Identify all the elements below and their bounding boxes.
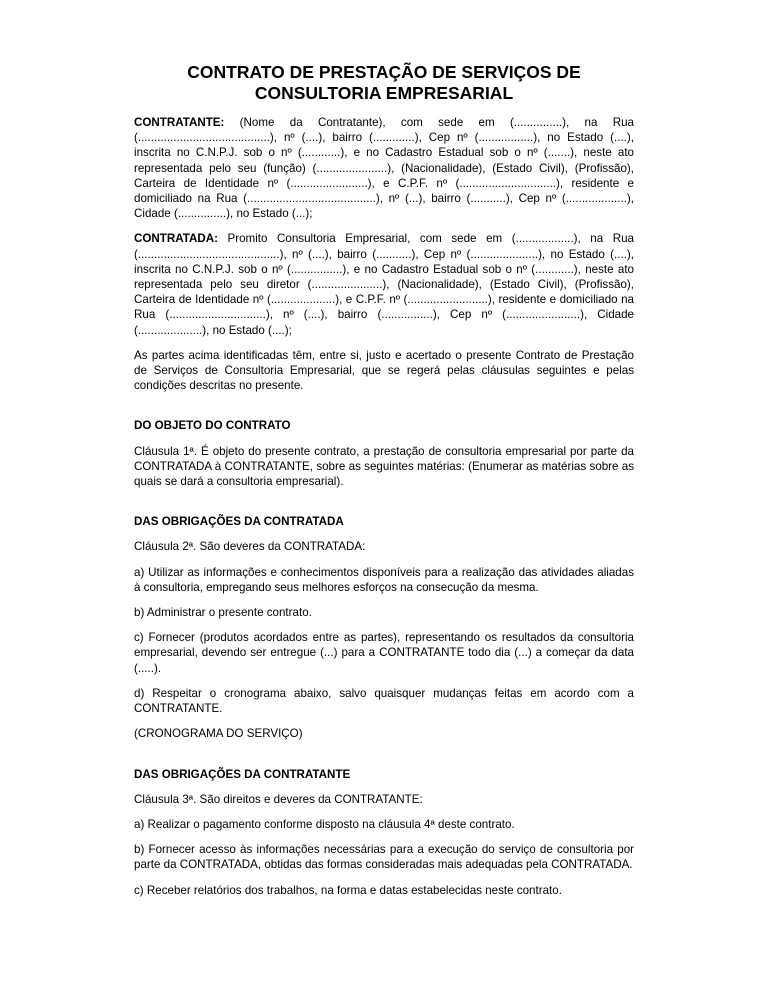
clause-3: Cláusula 3ª. São direitos e deveres da CONTRATANTE: bbox=[134, 792, 423, 806]
section-heading-contratante: DAS OBRIGAÇÕES DA CONTRATANTE bbox=[134, 767, 351, 781]
cronograma-placeholder: (CRONOGRAMA DO SERVIÇO) bbox=[134, 727, 303, 741]
clause-3-item-c: c) Receber relatórios dos trabalhos, na forma e datas estabelecidas neste contrato. bbox=[134, 883, 562, 897]
contratada-label: CONTRATADA: bbox=[134, 232, 218, 246]
section-heading-objeto: DO OBJETO DO CONTRATO bbox=[134, 419, 291, 433]
clause-2: Cláusula 2ª. São deveres da CONTRATADA: bbox=[134, 540, 366, 554]
clause-3-item-b: b) Fornecer acesso às informações necessárias para a execução do serviço de consultoria por parte da CONTRATADA, obtidas das formas consideradas mais adequadas pela CONTRATADA. bbox=[134, 843, 634, 872]
section-heading-contratada: DAS OBRIGAÇÕES DA CONTRATADA bbox=[134, 515, 344, 529]
clause-3-item-a: a) Realizar o pagamento conforme disposto na cláusula 4ª deste contrato. bbox=[134, 817, 515, 831]
contratante-text: (Nome da Contratante), com sede em (...............), na Rua (.........................................), nº (....), bairro (.............), Cep nº (.................), no Estado (....), inscrita no C.N.P.J. sob o nº (............), e no Cadastro Estadual sob o nº (.......), neste ato representada pelo seu (função) (......................), (Nacionalidade), (Estado Civil), (Profissão), Carteira de Identidade nº (........................), e C.P.F. nº (..............................), residente e domiciliado na Rua (........................................), nº (...), bairro (...........), Cep nº (...................), Cidade (...............), no Estado (...); bbox=[134, 116, 634, 221]
document-title bbox=[134, 62, 634, 104]
title-line-1: CONTRATO DE PRESTAÇÃO DE SERVIÇOS DE bbox=[187, 62, 581, 82]
contratante-label: CONTRATANTE: bbox=[134, 116, 225, 129]
clause-2-item-c: c) Fornecer (produtos acordados entre as partes), representando os resultados da consultoria empresarial, devendo ser entregue (...) para a CONTRATANTE todo dia (...) a começar da data (.....). bbox=[134, 631, 634, 675]
preamble-paragraph: As partes acima identificadas têm, entre si, justo e acertado o presente Contrato de Prestação de Serviços de Consultoria Empresarial, que se regerá pelas cláusulas seguintes e pelas condições descritas no presente. bbox=[134, 348, 634, 393]
contratante-paragraph bbox=[134, 115, 634, 221]
contratada-paragraph bbox=[134, 231, 634, 337]
contratada-text: Promito Consultoria Empresarial, com sede em (..................), na Rua (............................................), nº (....), bairro (...........), Cep nº (.....................), no Estado (....), inscrita no C.N.P.J. sob o nº (................), e no Cadastro Estadual sob o nº (............), neste ato representada pelo seu diretor (......................), (Nacionalidade), (Estado Civil), (Profissão), Carteira de Identidade nº (....................), e C.P.F. nº (.........................), residente e domiciliado na Rua (..............................), nº (....), bairro (................), Cep nº (.......................), Cidade (....................), no Estado (....); bbox=[134, 232, 634, 337]
clause-2-item-a: a) Utilizar as informações e conhecimentos disponíveis para a realização das atividades aliadas à consultoria, empregando seus melhores esforços na consecução da mesma. bbox=[134, 565, 634, 594]
clause-2-item-b: b) Administrar o presente contrato. bbox=[134, 606, 312, 620]
clause-2-item-d: d) Respeitar o cronograma abaixo, salvo quaisquer mudanças feitas em acordo com a CONTRATANTE. bbox=[134, 686, 634, 716]
clause-1: Cláusula 1ª. É objeto do presente contrato, a prestação de consultoria empresarial por parte da CONTRATADA à CONTRATANTE, sobre as seguintes matérias: (Enumerar as matérias sobre as quais se dará a consultoria empresarial). bbox=[134, 444, 634, 489]
title-line-2: CONSULTORIA EMPRESARIAL bbox=[254, 83, 514, 103]
